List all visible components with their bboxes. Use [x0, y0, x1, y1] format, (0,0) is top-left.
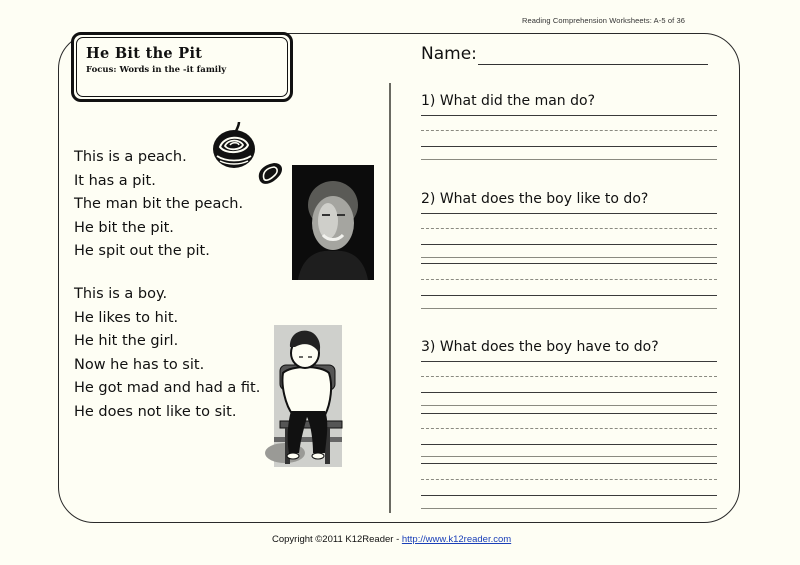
- question-3: 3) What does the boy have to do?: [421, 339, 659, 355]
- copyright-text: Copyright ©2011 K12Reader -: [272, 534, 402, 545]
- answer-3-line-dashed[interactable]: [421, 376, 717, 377]
- answer-3-line[interactable]: [421, 444, 717, 445]
- story-line: Now he has to sit.: [74, 356, 205, 373]
- column-divider: [389, 83, 391, 513]
- question-2-underline: [421, 213, 717, 214]
- man-portrait-photo: [292, 165, 374, 280]
- answer-1-line-dashed[interactable]: [421, 130, 717, 131]
- peach-and-pit-icon: [212, 121, 290, 195]
- question-1: 1) What did the man do?: [421, 93, 596, 109]
- k12reader-link[interactable]: http://www.k12reader.com: [401, 534, 512, 545]
- answer-2-line-dashed[interactable]: [421, 279, 717, 280]
- worksheet-page-indicator: Reading Comprehension Worksheets: A-5 of 36: [522, 16, 686, 25]
- worksheet-frame: [58, 33, 740, 523]
- answer-3-baseline[interactable]: [421, 508, 717, 509]
- question-3-underline: [421, 361, 717, 362]
- answer-2-baseline[interactable]: [421, 257, 717, 258]
- answer-3-line[interactable]: [421, 413, 717, 414]
- question-2: 2) What does the boy like to do?: [421, 191, 649, 207]
- answer-1-baseline[interactable]: [421, 159, 717, 160]
- story-line: He got mad and had a fit.: [74, 380, 261, 396]
- boy-sitting-on-chair-picture: [265, 325, 345, 467]
- story-line: This is a peach.: [74, 149, 187, 165]
- answer-2-line[interactable]: [421, 244, 717, 245]
- name-input-line[interactable]: [478, 64, 708, 65]
- story-line: He does not like to sit.: [74, 403, 237, 420]
- answer-3-line[interactable]: [421, 463, 717, 464]
- story-paragraph-2: [74, 283, 260, 424]
- name-label: Name:: [421, 44, 477, 64]
- worksheet-focus: Focus: Words in the -it family: [86, 65, 227, 75]
- story-line: It has a pit.: [74, 172, 156, 189]
- story-line: He likes to hit.: [74, 309, 179, 326]
- answer-3-line[interactable]: [421, 392, 717, 393]
- answer-3-baseline[interactable]: [421, 405, 717, 406]
- story-line: He spit out the pit.: [74, 243, 210, 259]
- answer-3-line-dashed[interactable]: [421, 428, 717, 429]
- title-box: [71, 32, 293, 102]
- question-1-underline: [421, 115, 717, 116]
- answer-3-baseline[interactable]: [421, 456, 717, 457]
- answer-2-line[interactable]: [421, 295, 717, 296]
- answer-3-line[interactable]: [421, 495, 717, 496]
- answer-2-baseline[interactable]: [421, 308, 717, 309]
- answer-3-line-dashed[interactable]: [421, 479, 717, 480]
- answer-2-line-dashed[interactable]: [421, 228, 717, 229]
- answer-2-line[interactable]: [421, 263, 717, 264]
- story-line: The man bit the peach.: [74, 196, 244, 212]
- story-line: This is a boy.: [74, 286, 168, 302]
- story-line: He bit the pit.: [74, 219, 174, 236]
- story-line: He hit the girl.: [74, 333, 179, 349]
- footer: [272, 534, 511, 545]
- worksheet-title: He Bit the Pit: [86, 45, 203, 62]
- answer-1-line[interactable]: [421, 146, 717, 147]
